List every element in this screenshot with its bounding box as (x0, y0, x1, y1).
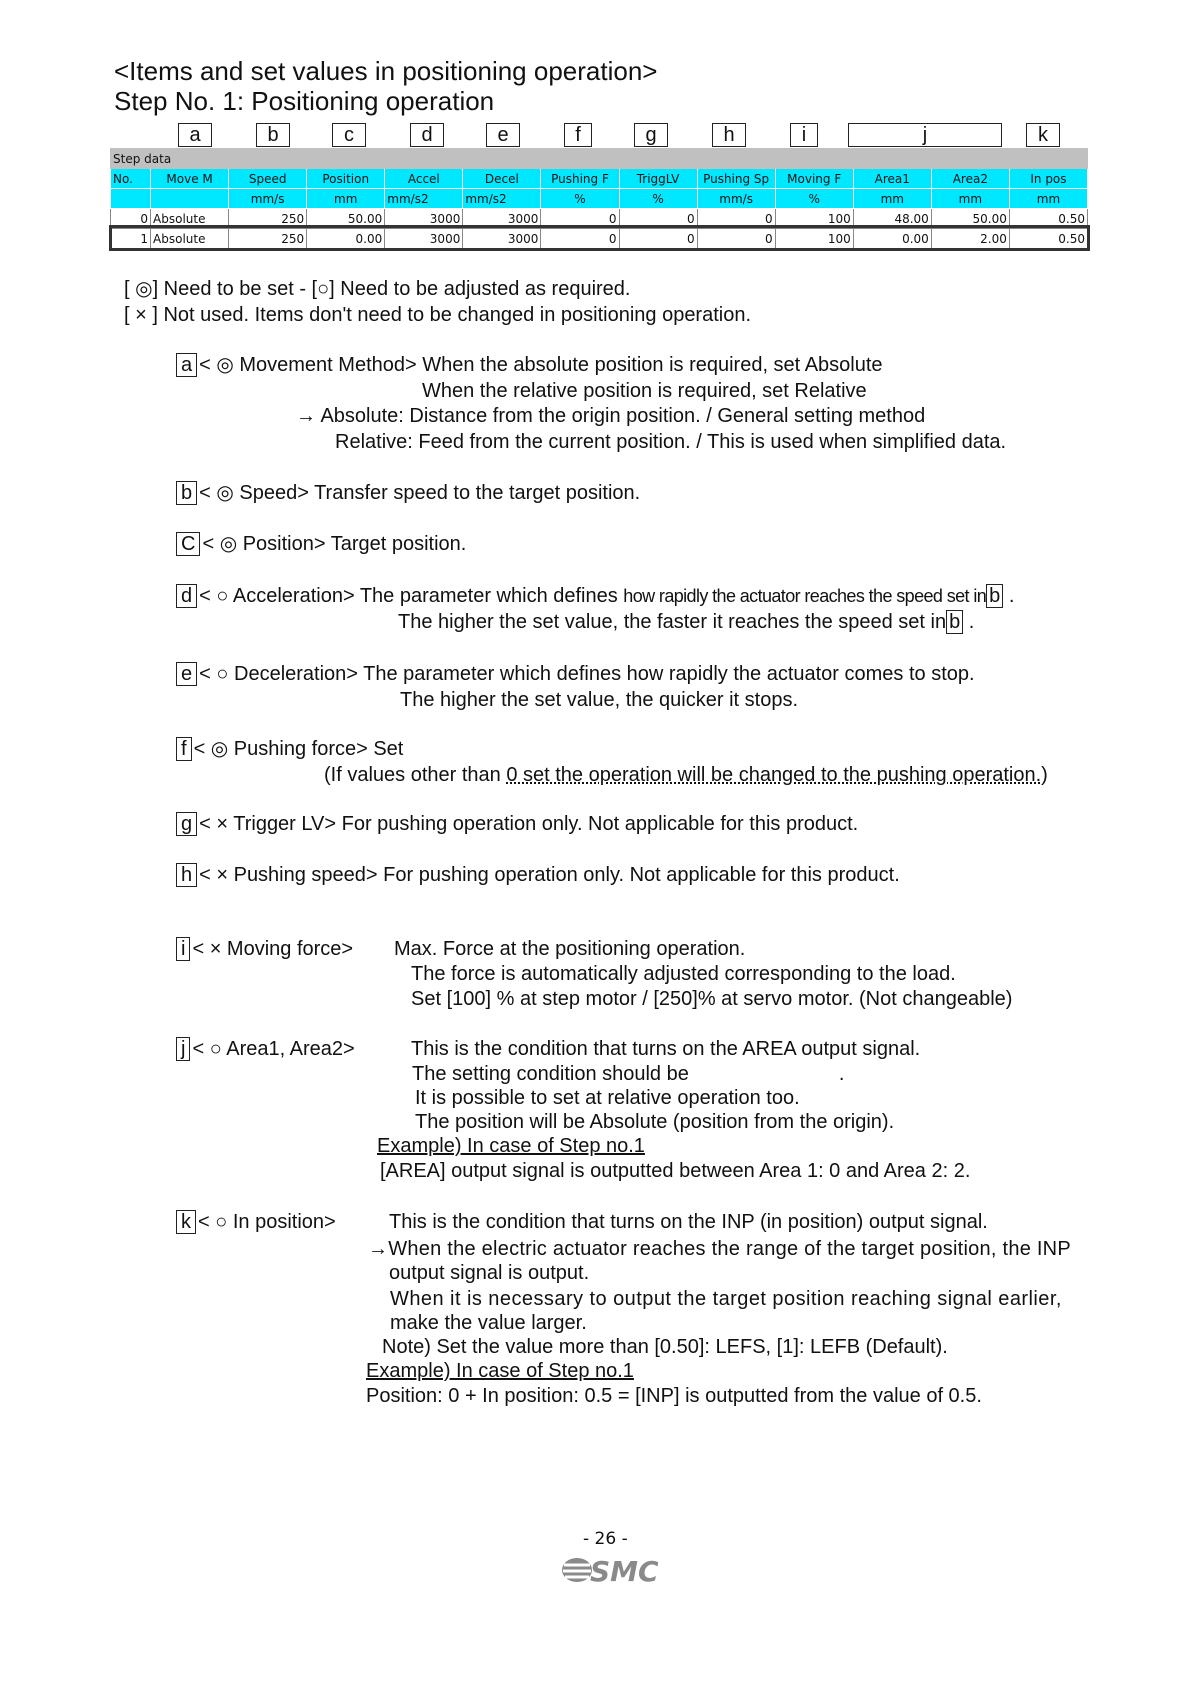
header-accel: Accel (385, 169, 463, 189)
column-label-a: a (178, 123, 212, 147)
column-label-c: c (332, 123, 366, 147)
item-h-heading: h < × Pushing speed> For pushing operation only. Not applicable for this product. (176, 863, 900, 887)
item-j-heading: j < ○ Area1, Area2> (176, 1037, 355, 1061)
cell-accel: 3000 (385, 209, 463, 229)
item-b-heading: b < ◎ Speed> Transfer speed to the target position. (176, 481, 640, 505)
item-k-description: This is the condition that turns on the INP (in position) output signal. (389, 1211, 988, 1233)
unit-speed: mm/s (229, 189, 307, 209)
column-label-f: f (564, 123, 592, 147)
item-k-line-2: →When the electric actuator reaches the range of the target position, the INP (368, 1238, 1071, 1260)
item-d-heading: d < ○ Acceleration> The parameter which defines how rapidly the actuator reaches the speed set in b . (176, 584, 1014, 608)
column-label-h: h (712, 123, 746, 147)
cell-no: 0 (111, 209, 151, 229)
header-pushing-sp: Pushing Sp (697, 169, 775, 189)
item-g-box: g (176, 812, 197, 836)
item-k-heading: k < ○ In position> (176, 1210, 336, 1234)
column-label-b: b (256, 123, 290, 147)
table-caption: Step data (111, 149, 1088, 169)
unit-trigglv: % (619, 189, 697, 209)
cell-trigglv: 0 (619, 209, 697, 229)
unit-move-m (151, 189, 229, 209)
header-area1: Area1 (853, 169, 931, 189)
item-k-example-label: Example) In case of Step no.1 (366, 1360, 634, 1382)
smc-logo (560, 1552, 670, 1593)
cell-move-m: Absolute (151, 209, 229, 229)
column-label-i: i (790, 123, 818, 147)
cell-area2: 2.00 (931, 229, 1009, 249)
item-a-line-3: → Absolute: Distance from the origin position. / General setting method (296, 405, 926, 427)
cell-speed: 250 (229, 209, 307, 229)
item-e-line-2: The higher the set value, the quicker it stops. (400, 689, 798, 711)
item-g-heading: g < × Trigger LV> For pushing operation only. Not applicable for this product. (176, 812, 858, 836)
header-trigglv: TriggLV (619, 169, 697, 189)
unit-area2: mm (931, 189, 1009, 209)
item-k-note: Note) Set the value more than [0.50]: LEFS, [1]: LEFB (Default). (382, 1336, 948, 1358)
cell-area1: 48.00 (853, 209, 931, 229)
header-moving-f: Moving F (775, 169, 853, 189)
unit-in-pos: mm (1009, 189, 1087, 209)
item-i-line-2: The force is automatically adjusted corresponding to the load. (411, 963, 956, 985)
cell-position: 0.00 (307, 229, 385, 249)
item-k-line-5: make the value larger. (390, 1312, 587, 1334)
cell-accel: 3000 (385, 229, 463, 249)
header-area2: Area2 (931, 169, 1009, 189)
column-label-d: d (410, 123, 444, 147)
cell-area2: 50.00 (931, 209, 1009, 229)
cell-pushing-f: 0 (541, 229, 619, 249)
item-k-line-3: output signal is output. (389, 1262, 590, 1284)
item-i-description: Max. Force at the positioning operation. (394, 938, 746, 960)
cell-move-m: Absolute (151, 229, 229, 249)
item-f-line-2: (If values other than 0 set the operation will be changed to the pushing operation.) (324, 764, 1048, 786)
section-title: Step No. 1: Positioning operation (114, 86, 495, 116)
item-k-line-4: When it is necessary to output the target position reaching signal earlier, (390, 1288, 1062, 1310)
legend-line-2: [ × ] Not used. Items don't need to be changed in positioning operation. (124, 304, 752, 326)
page-title: <Items and set values in positioning operation> (114, 56, 658, 86)
smc-logo-icon (560, 1552, 670, 1588)
column-label-e: e (486, 123, 520, 147)
item-j-line-4: The position will be Absolute (position from the origin). (415, 1111, 895, 1133)
item-c-box: C (176, 532, 200, 556)
item-d-ref-b: b (986, 584, 1003, 608)
unit-area1: mm (853, 189, 931, 209)
column-label-k: k (1026, 123, 1060, 147)
cell-no: 1 (111, 229, 151, 249)
unit-pushing-sp: mm/s (697, 189, 775, 209)
item-j-description: This is the condition that turns on the AREA output signal. (411, 1038, 921, 1060)
item-d-ref-b-2: b (946, 610, 963, 634)
item-d-line-2: The higher the set value, the faster it reaches the speed set in b . (398, 611, 975, 633)
cell-trigglv: 0 (619, 229, 697, 249)
header-position: Position (307, 169, 385, 189)
item-i-box: i (176, 937, 190, 961)
header-pushing-f: Pushing F (541, 169, 619, 189)
unit-no (111, 189, 151, 209)
header-no: No. (111, 169, 151, 189)
item-f-box: f (176, 737, 192, 761)
cell-decel: 3000 (463, 209, 541, 229)
unit-moving-f: % (775, 189, 853, 209)
item-a-box: a (176, 353, 197, 377)
item-a-line-2: When the relative position is required, set Relative (422, 380, 867, 402)
item-a-heading: a < ◎ Movement Method> When the absolute position is required, set Absolute (176, 353, 883, 377)
header-speed: Speed (229, 169, 307, 189)
item-j-line-3: It is possible to set at relative operation too. (415, 1087, 800, 1109)
item-j-line-2: The setting condition should be . (412, 1063, 845, 1085)
cell-position: 50.00 (307, 209, 385, 229)
item-j-example-text: [AREA] output signal is outputted between Area 1: 0 and Area 2: 2. (380, 1160, 971, 1182)
cell-pushing-sp: 0 (697, 209, 775, 229)
item-a-line-4: Relative: Feed from the current position. / This is used when simplified data. (335, 431, 1007, 453)
item-k-example-text: Position: 0 + In position: 0.5 = [INP] is outputted from the value of 0.5. (366, 1385, 982, 1407)
item-f-heading: f < ◎ Pushing force> Set (176, 737, 403, 761)
cell-in-pos: 0.50 (1009, 229, 1087, 249)
page-number: - 26 - (583, 1529, 628, 1549)
item-e-heading: e < ○ Deceleration> The parameter which defines how rapidly the actuator comes to stop. (176, 662, 975, 686)
item-e-box: e (176, 662, 197, 686)
item-h-box: h (176, 863, 197, 887)
item-d-box: d (176, 584, 197, 608)
cell-moving-f: 100 (775, 209, 853, 229)
cell-speed: 250 (229, 229, 307, 249)
unit-position: mm (307, 189, 385, 209)
cell-moving-f: 100 (775, 229, 853, 249)
column-label-j: j (848, 123, 1002, 147)
legend-line-1: [ ◎] Need to be set - [○] Need to be adjusted as required. (124, 278, 631, 300)
unit-accel: mm/s2 (385, 189, 463, 209)
cell-in-pos: 0.50 (1009, 209, 1087, 229)
cell-pushing-f: 0 (541, 209, 619, 229)
header-move-m: Move M (151, 169, 229, 189)
column-label-g: g (634, 123, 668, 147)
item-j-example-label: Example) In case of Step no.1 (377, 1135, 645, 1157)
cell-decel: 3000 (463, 229, 541, 249)
item-i-heading: i < × Moving force> (176, 937, 353, 961)
cell-pushing-sp: 0 (697, 229, 775, 249)
item-k-box: k (176, 1210, 196, 1234)
item-c-heading: C < ◎ Position> Target position. (176, 532, 466, 556)
item-b-box: b (176, 481, 197, 505)
unit-pushing-f: % (541, 189, 619, 209)
header-in-pos: In pos (1009, 169, 1087, 189)
item-j-box: j (176, 1037, 190, 1061)
header-decel: Decel (463, 169, 541, 189)
cell-area1: 0.00 (853, 229, 931, 249)
brand-name: SMC (590, 1555, 659, 1588)
unit-decel: mm/s2 (463, 189, 541, 209)
selected-row-frame (109, 225, 1090, 251)
item-i-line-3: Set [100] % at step motor / [250]% at servo motor. (Not changeable) (411, 988, 1013, 1010)
